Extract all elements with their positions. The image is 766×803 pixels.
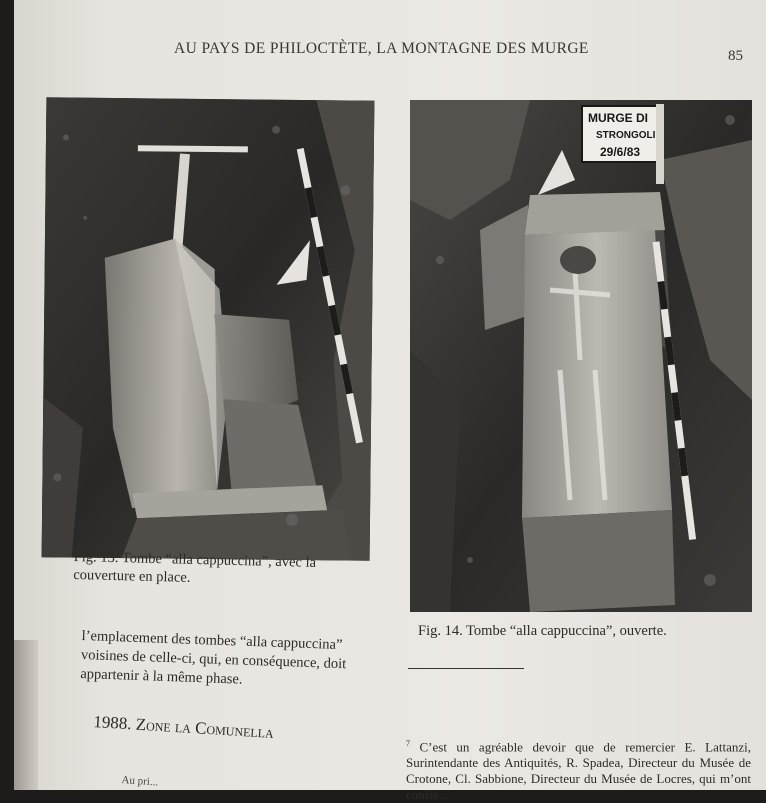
body-paragraph: l’emplacement des tombes “alla cappuccina” voisines de celle-ci, qui, en conséquence, doit appartenir à la même phase. [80,627,347,688]
page-edge-shadow [14,640,38,790]
figure-14-caption: Fig. 14. Tombe “alla cappuccina”, ouverte. [418,623,667,639]
page-number: 85 [728,48,743,64]
photo-sign-line-1: MURGE DI [588,111,648,125]
footnote-marker: 7 [406,739,410,748]
figure-13-photo [42,97,375,560]
section-heading: 1988. Zone la Comunella [92,712,275,742]
figure-13-caption: Fig. 13. Tombe “alla cappuccina”, avec la couverture en place. [73,548,317,586]
footnote-text: C’est un agréable devoir que de remercier E. Lattanzi, Surintendante des Antiquités, R. Spadea, Directeur du Musée de Crotone, Cl. Sabbione, Directeur du Musée de Locres, qui m’ont confié... [406,739,752,803]
figure-14-photo [410,100,752,612]
photo-sign-line-2: STRONGOLI [596,130,656,141]
photo-sign-line-3: 29/6/83 [600,145,641,159]
footnote [406,736,751,803]
body-fragment: Au pri... [121,774,159,789]
book-page [14,0,766,803]
footnote-rule [408,668,524,669]
running-head: AU PAYS DE PHILOCTÈTE, LA MONTAGNE DES MURGE [174,40,589,57]
